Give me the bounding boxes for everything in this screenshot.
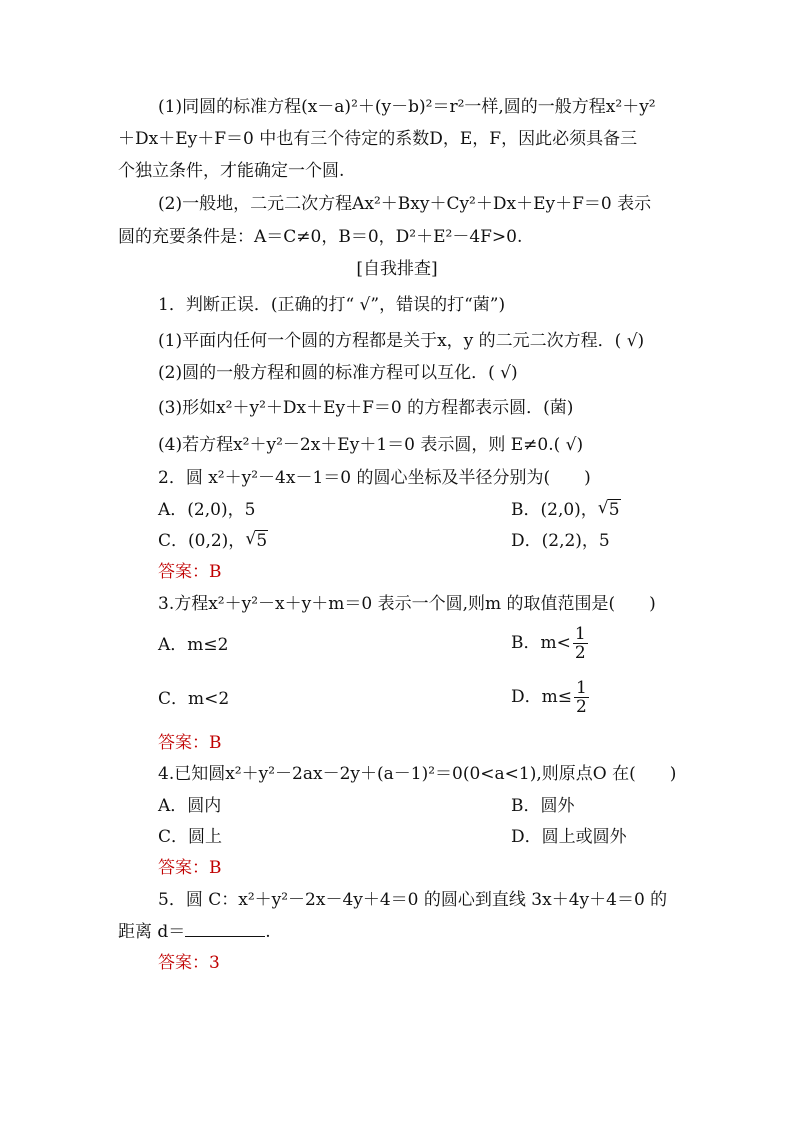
q2-option-c-text: C．(0,2)， [158, 531, 246, 551]
sqrt-symbol: √ 5 [597, 498, 620, 520]
q4-option-a: A．圆内 [158, 796, 222, 816]
fraction [574, 679, 589, 716]
section-title: [自我排查] [356, 259, 438, 279]
answer-blank [185, 920, 265, 937]
fraction-numerator: 1 [576, 678, 587, 698]
q1-item-2: (2)圆的一般方程和圆的标准方程可以互化．( √) [158, 363, 518, 383]
q1-stem: 1．判断正误．(正确的打“ √”，错误的打“菌”) [158, 295, 506, 315]
intro-p2-line1: (2)一般地，二元二次方程Ax²＋Bxy＋Cy²＋Dx＋Ey＋F＝0 表示 [158, 194, 652, 214]
q5-stem-line2 [118, 920, 271, 943]
q3-option-b-text: B．m< [511, 633, 571, 653]
q2-option-c [158, 530, 268, 552]
q3-option-b [511, 625, 588, 662]
q2-option-b-text: B．(2,0)， [511, 500, 598, 520]
sqrt-symbol: √ 5 [245, 529, 268, 551]
q1-item-3: (3)形如x²＋y²＋Dx＋Ey＋F＝0 的方程都表示圆．(菌) [158, 398, 574, 418]
q2-option-c-radicand: 5 [256, 531, 268, 551]
q3-option-c: C．m<2 [158, 689, 230, 709]
q3-option-a: A．m≤2 [158, 635, 229, 655]
q4-option-c: C．圆上 [158, 827, 223, 847]
q2-option-a: A．(2,0)，5 [158, 500, 256, 520]
q4-option-d: D．圆上或圆外 [511, 827, 627, 847]
q1-item-1: (1)平面内任何一个圆的方程都是关于x，y 的二元二次方程．( √) [158, 331, 645, 351]
q4-stem: 4.已知圆x²＋y²－2ax－2y＋(a－1)²＝0(0<a<1),则原点O 在( ) [158, 764, 677, 784]
q5-stem-line1: 5．圆 C：x²＋y²－2x－4y＋4＝0 的圆心到直线 3x＋4y＋4＝0 的 [158, 890, 668, 910]
fraction-numerator: 1 [574, 624, 586, 644]
q5-stem-end: . [265, 922, 271, 942]
q3-option-d-text: D．m≤ [511, 687, 572, 707]
q3-answer: 答案：B [158, 733, 222, 753]
q1-item-4: (4)若方程x²＋y²－2x＋Ey＋1＝0 表示圆，则 E≠0.( √) [158, 435, 584, 455]
q2-option-d: D．(2,2)，5 [511, 531, 610, 551]
intro-p1-line1: (1)同圆的标准方程(x－a)²＋(y－b)²＝r²一样,圆的一般方程x²＋y² [158, 97, 656, 117]
intro-p1-line3: 个独立条件，才能确定一个圆. [118, 161, 345, 181]
q2-option-b [511, 499, 621, 521]
q5-stem-text: 距离 d＝ [118, 922, 186, 942]
q2-option-b-radicand: 5 [608, 500, 620, 520]
fraction-denominator: 2 [574, 643, 586, 663]
q5-answer: 答案：3 [158, 953, 220, 973]
q4-option-b: B．圆外 [511, 796, 575, 816]
intro-p2-line2: 圆的充要条件是：A＝C≠0，B＝0，D²＋E²－4F>0. [118, 227, 523, 247]
fraction [573, 625, 588, 662]
q4-answer: 答案：B [158, 858, 222, 878]
q3-stem: 3.方程x²＋y²－x＋y＋m＝0 表示一个圆,则m 的取值范围是( ) [158, 594, 656, 614]
q2-answer: 答案：B [158, 562, 222, 582]
q2-stem: 2．圆 x²＋y²－4x－1＝0 的圆心坐标及半径分别为( ) [158, 468, 591, 488]
intro-p1-line2: ＋Dx＋Ey＋F＝0 中也有三个待定的系数D，E，F，因此必须具备三 [118, 129, 638, 149]
q3-option-d [511, 679, 589, 716]
fraction-denominator: 2 [576, 697, 587, 717]
